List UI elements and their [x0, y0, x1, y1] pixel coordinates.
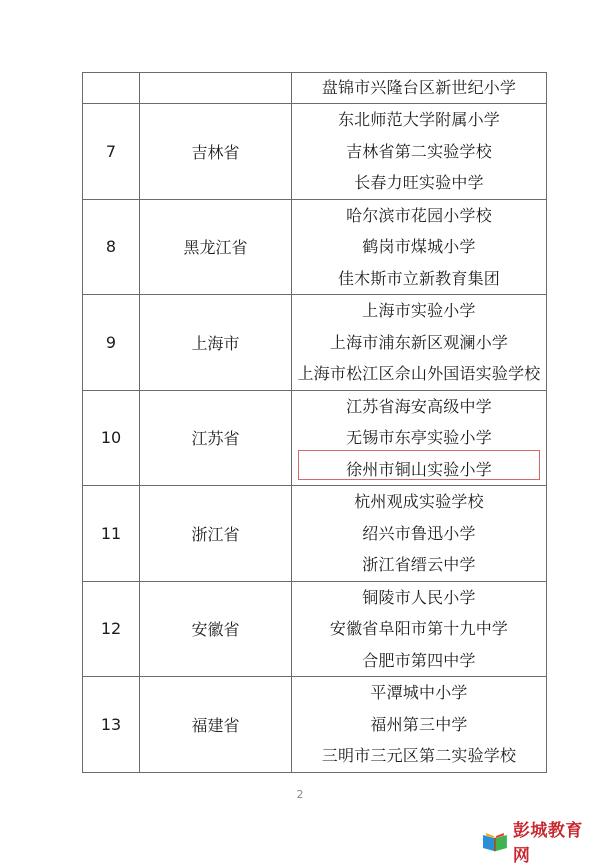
- table-row: [83, 390, 547, 486]
- school-cell: [292, 390, 547, 486]
- school-name: 吉林省第二实验学校: [346, 141, 492, 161]
- school-name: 上海市浦东新区观澜小学: [329, 332, 509, 352]
- school-name: 无锡市东亭实验小学: [346, 428, 492, 447]
- school-name: 佳木斯市立新教育集团: [337, 268, 500, 288]
- school-name: 绍兴市鲁迅小学: [362, 523, 476, 543]
- school-cell: [292, 581, 547, 677]
- table-row: [83, 677, 547, 773]
- table-row: [83, 73, 547, 104]
- table-row: [83, 295, 547, 391]
- province-cell: 浙江省: [140, 486, 292, 582]
- school-name: 福州第三中学: [370, 714, 468, 734]
- province-cell: 上海市: [140, 295, 292, 391]
- school-name: 盘锦市兴隆台区新世纪小学: [321, 78, 517, 97]
- school-cell: [292, 295, 547, 391]
- watermark-logo: [480, 816, 600, 866]
- school-name: 上海市松江区佘山外国语实验学校: [297, 364, 541, 383]
- province-cell: 福建省: [140, 677, 292, 773]
- school-name: 东北师范大学附属小学: [337, 110, 500, 129]
- school-name: 平潭城中小学: [370, 683, 468, 702]
- table-row: [83, 581, 547, 677]
- school-name: 三明市三元区第二实验学校: [321, 746, 517, 765]
- school-name: 哈尔滨市花园小学校: [346, 205, 492, 225]
- school-cell: [292, 199, 547, 295]
- school-cell: [292, 486, 547, 582]
- row-number-cell: [83, 73, 140, 104]
- school-name: 铜陵市人民小学: [362, 587, 476, 607]
- school-name: 浙江省缙云中学: [362, 555, 476, 574]
- province-cell: [140, 73, 292, 104]
- province-cell: 安徽省: [140, 581, 292, 677]
- school-cell: [292, 104, 547, 200]
- school-name: 上海市实验小学: [362, 301, 476, 320]
- row-number-cell: 13: [83, 677, 140, 773]
- row-number-cell: 11: [83, 486, 140, 582]
- province-cell: 吉林省: [140, 104, 292, 200]
- school-name: 江苏省海安高级中学: [346, 396, 492, 416]
- school-name: 合肥市第四中学: [362, 650, 476, 670]
- row-number-cell: 10: [83, 390, 140, 486]
- page-number: 2: [296, 788, 304, 801]
- row-number-cell: 12: [83, 581, 140, 677]
- province-cell: 黑龙江省: [140, 199, 292, 295]
- school-cell: [292, 677, 547, 773]
- table-row: [83, 199, 547, 295]
- table-row: [83, 486, 547, 582]
- row-number-cell: 9: [83, 295, 140, 391]
- school-name: 安徽省阜阳市第十九中学: [329, 619, 509, 638]
- watermark-text: 彭城教育网: [512, 821, 583, 866]
- province-cell: 江苏省: [140, 390, 292, 486]
- row-number-cell: 7: [83, 104, 140, 200]
- row-number-cell: 8: [83, 199, 140, 295]
- open-book-icon: [480, 829, 510, 853]
- school-name: 鹤岗市煤城小学: [362, 237, 476, 256]
- school-name: 长春力旺实验中学: [354, 173, 484, 192]
- school-list-table: [82, 72, 547, 773]
- school-name: 杭州观成实验学校: [354, 492, 484, 511]
- table-row: [83, 104, 547, 200]
- highlighted-school-name: 徐州市铜山实验小学: [346, 459, 492, 479]
- school-cell: [292, 73, 547, 104]
